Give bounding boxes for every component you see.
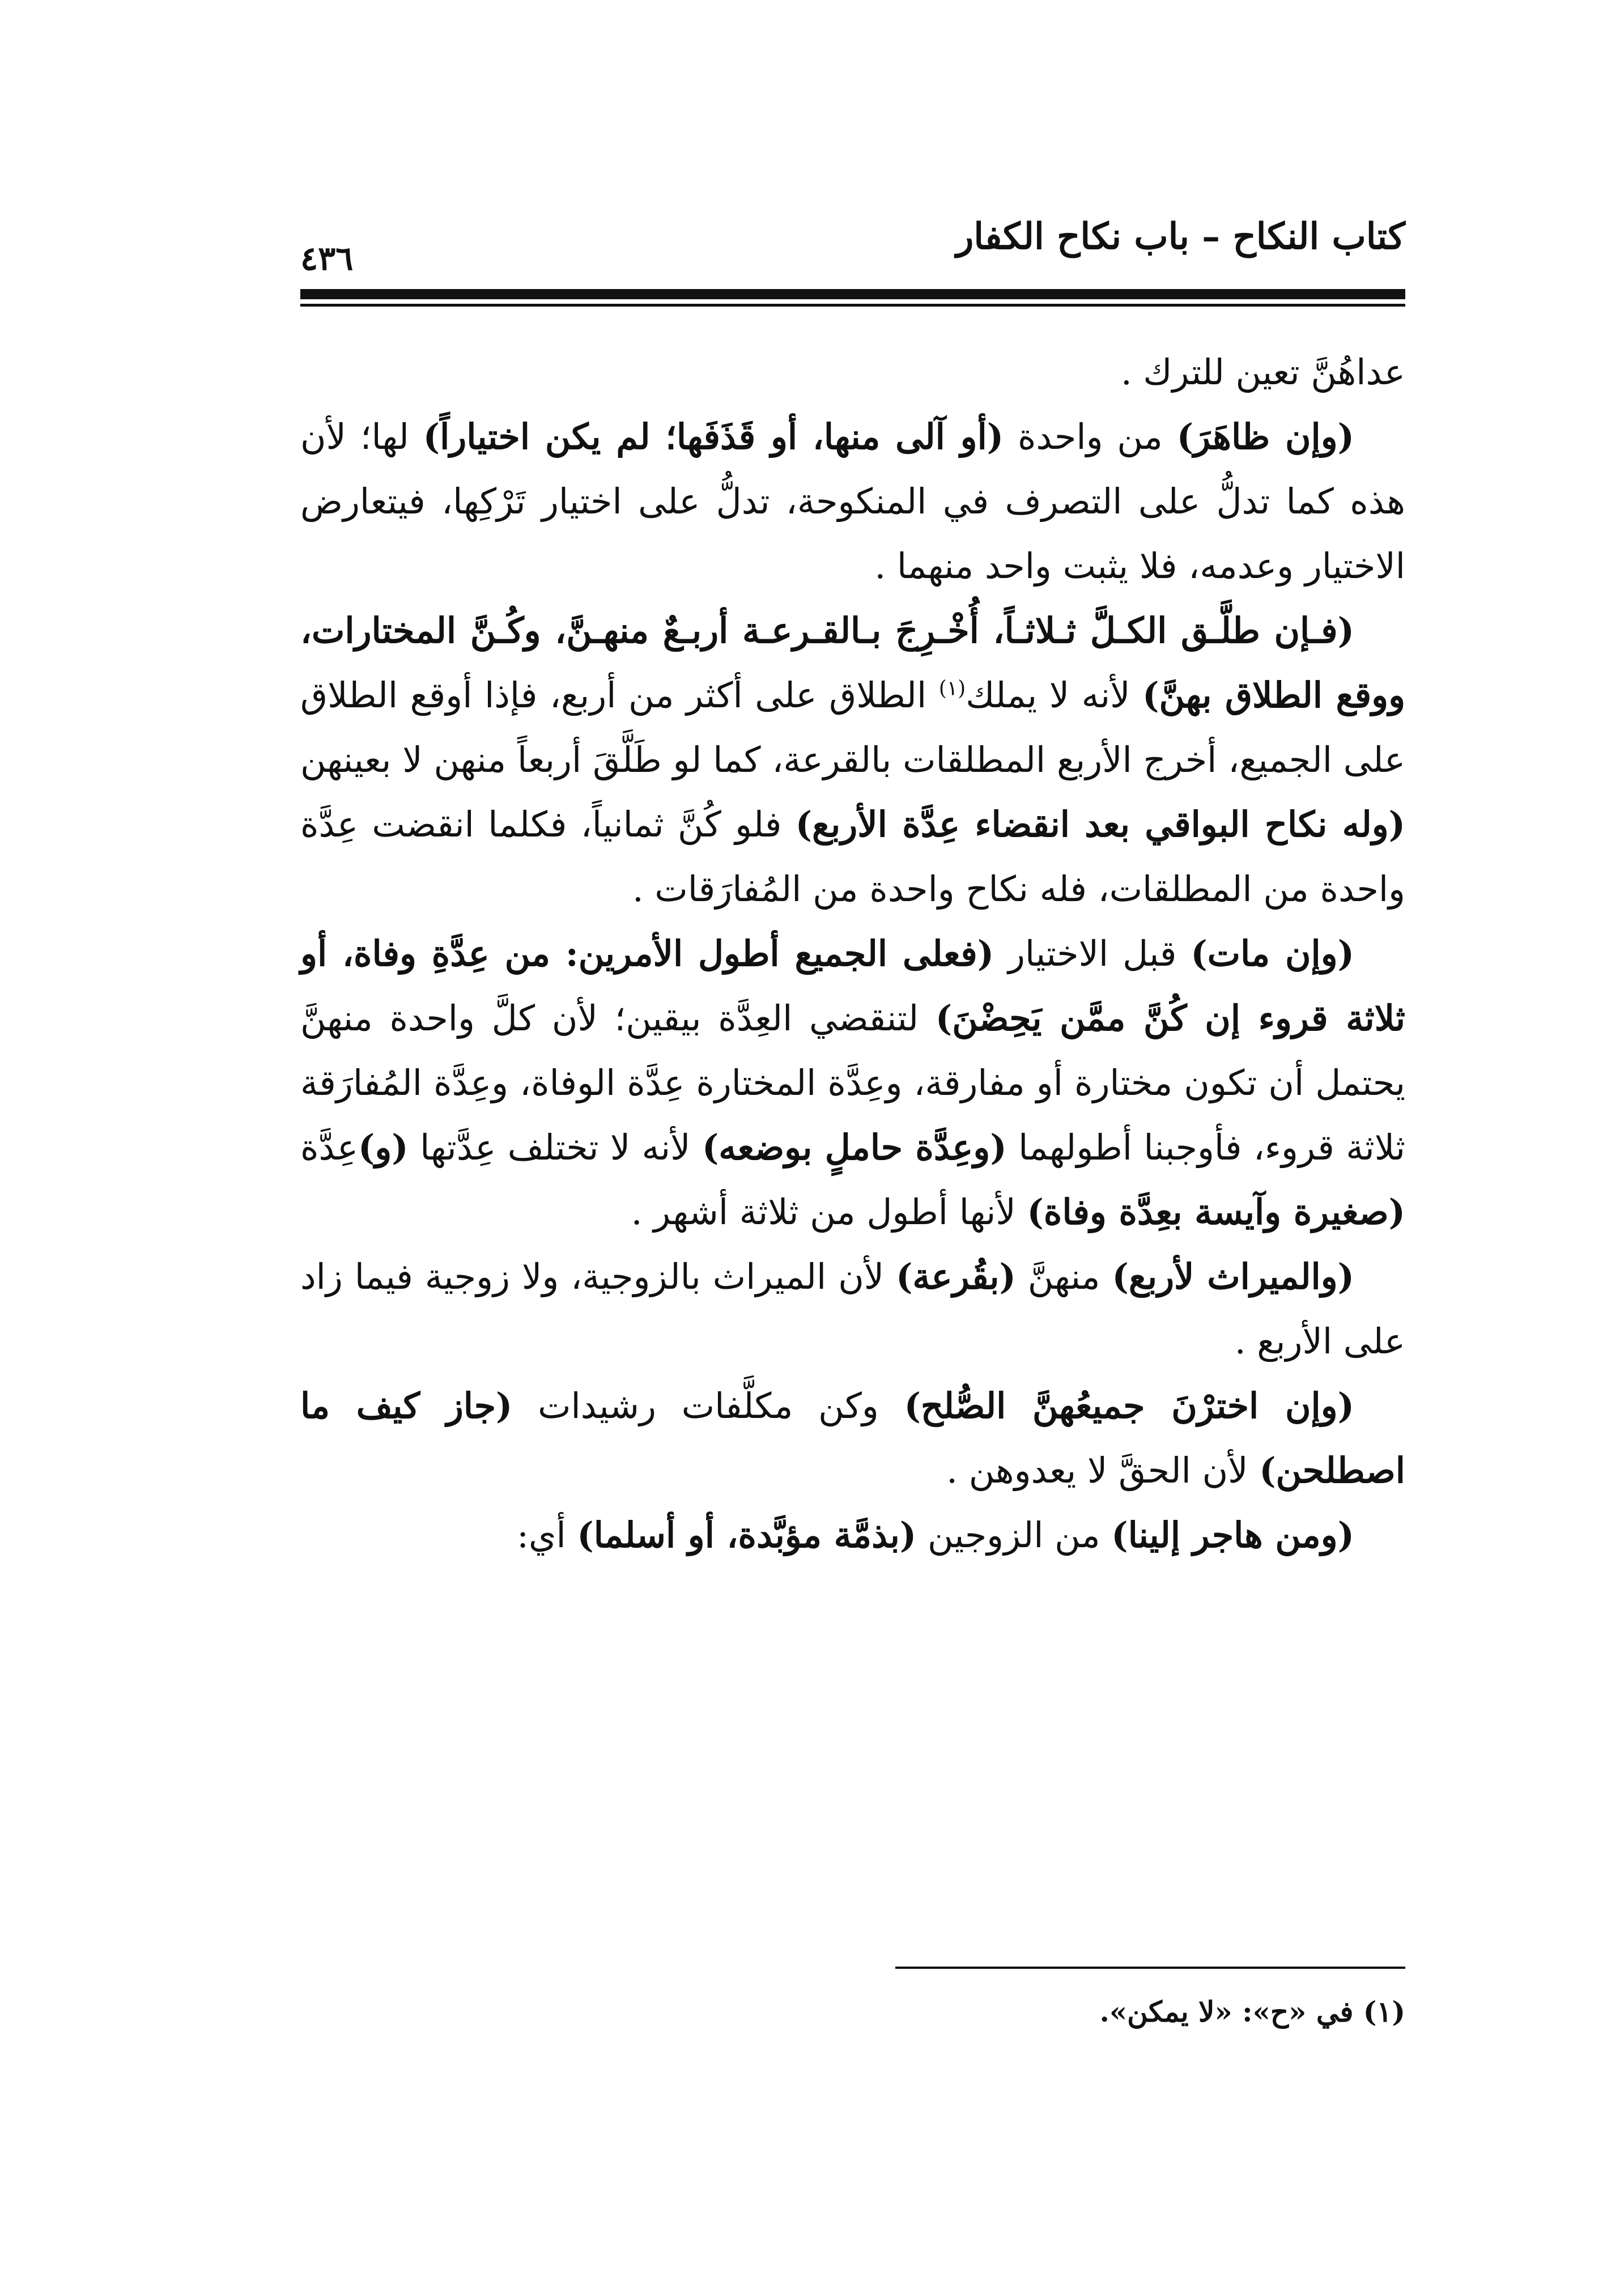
paragraph xyxy=(300,1503,1405,1568)
commentary-text: لها؛ لأن هذه كما تدلُّ على التصرف في المنكوحة، تدلُّ على اختيار تَرْكِها، فيتعارض الاختيار وعدمه، فلا يثبت واحد منهما . xyxy=(300,416,1405,587)
matn-text: (وإن مات) xyxy=(1191,933,1354,974)
commentary-text: لأنه لا تختلف عِدَّتها xyxy=(408,1127,702,1168)
commentary-text: من واحدة xyxy=(1004,416,1177,457)
matn-text: (بقُرعة) xyxy=(896,1256,1016,1297)
main-text xyxy=(300,340,1405,1568)
commentary-text: فلو كُنَّ ثمانياً، فكلما انقضت عِدَّة واحدة من المطلقات، فله نكاح واحدة من المُفارَقات . xyxy=(300,804,1405,910)
commentary-text: أي: xyxy=(517,1514,577,1556)
matn-text: (أو آلى منها، أو قَذَفَها؛ لم يكن اختياراً) xyxy=(423,416,1004,457)
commentary-text: الطلاق على أكثر من أربع، فإذا أوقع الطلاق على الجميع، أخرج الأربع المطلقات بالقرعة، كما لو طَلَّقَ أربعاً منهن لا بعينهن xyxy=(300,674,1406,780)
matn-text: (وإن ظاهَرَ) xyxy=(1176,416,1355,457)
matn-text: (فعلى الجميع أطول الأمرين: من عِدَّةِ وفاة، أو ثلاثة قروء إن كُنَّ ممَّن يَحِضْنَ) xyxy=(300,933,1406,1039)
commentary-text: عِدَّة xyxy=(300,1127,359,1168)
commentary-text: لأنه لا يملك xyxy=(966,674,1143,716)
matn-text: (و) xyxy=(358,1127,409,1168)
commentary-text: لتنقضي العِدَّة بيقين؛ لأن كلَّ واحدة منهنَّ يحتمل أن تكون مختارة أو مفارقة، وعِدَّة المختارة عِدَّة الوفاة، وعِدَّة المُفارَقة ثلاثة قروء، فأوجبنا أطولهما xyxy=(300,997,1406,1168)
commentary-text: لأن الحقَّ لا يعدوهن . xyxy=(946,1450,1260,1491)
matn-text: (وله نكاح البواقي بعد انقضاء عِدَّة الأربع) xyxy=(795,804,1405,845)
page-header xyxy=(300,215,1405,300)
matn-text: (والميراث لأربع) xyxy=(1112,1256,1354,1297)
matn-text: (وإن اخترْنَ جميعُهنَّ الصُّلح) xyxy=(904,1385,1355,1426)
matn-text: (بذمَّة مؤبَّدة، أو أسلما) xyxy=(577,1514,917,1556)
footnote-reference: (١) xyxy=(938,677,966,700)
page-number: ٤٣٦ xyxy=(300,239,354,278)
paragraph xyxy=(300,405,1405,598)
commentary-text: منهنَّ xyxy=(1015,1256,1112,1297)
paragraph xyxy=(300,1374,1405,1503)
matn-text: (فـإن طلَّـق الكـلَّ ثـلاثـاً، أُخْـرِجَ بـالقـرعـة أربـعٌ منهـنَّ، وكُـنَّ المختارات، ووقع الطلاق بهنَّ) xyxy=(300,610,1406,716)
matn-text: (صغيرة وآيسة بعِدَّة وفاة) xyxy=(1027,1191,1405,1233)
footnote-separator xyxy=(895,1967,1405,1969)
paragraph xyxy=(300,340,1405,405)
commentary-text: عداهُنَّ تعين للترك . xyxy=(1121,351,1405,393)
header-rule-thin xyxy=(300,304,1405,307)
paragraph xyxy=(300,598,1405,922)
matn-text: (وعِدَّة حاملٍ بوضعه) xyxy=(702,1127,1007,1168)
commentary-text: وكن مكلَّفات رشيدات xyxy=(512,1385,904,1426)
footnote: (١) في «ح»: «لا يمكن». xyxy=(1099,1995,1405,2028)
commentary-text: لأن الميراث بالزوجية، ولا زوجية فيما زاد على الأربع . xyxy=(300,1256,1405,1362)
commentary-text: من الزوجين xyxy=(916,1514,1112,1556)
running-title: كتاب النكاح – باب نكاح الكفار xyxy=(956,215,1405,258)
matn-text: (جاز كيف ما اصطلحن) xyxy=(300,1385,1405,1491)
commentary-text: قبل الاختيار xyxy=(994,933,1191,974)
header-rule-thick xyxy=(300,289,1405,299)
matn-text: (ومن هاجر إلينا) xyxy=(1111,1514,1354,1556)
paragraph xyxy=(300,922,1405,1245)
commentary-text: لأنها أطول من ثلاثة أشهر . xyxy=(631,1191,1027,1233)
paragraph xyxy=(300,1245,1405,1374)
